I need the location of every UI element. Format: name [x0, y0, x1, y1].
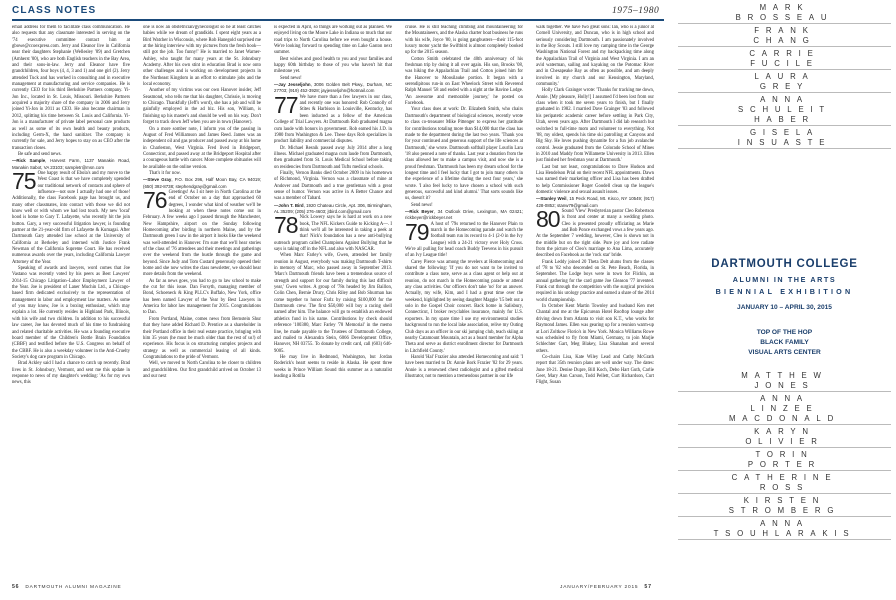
artist-name-text: MARK BROSSEAU	[735, 3, 834, 22]
paragraph: From Portland, Maine, comes news from Bernstein Shur that they have added Richard D. Prentice as a shareholder in their Portland office in their real estate practice, bringing with him 35 years (he must be much older than the rest of us!) of experience. His focus is on structuring complex projects and strategy as well as commercial leasing of all kinds. Congratulations to the pride of Vermont.	[143, 316, 261, 360]
paragraph: Your class dues at work: Dr. Elizabeth Smith, who chairs Dartmouth's department of biological sciences, recently wrote to class co-treasurer Mike Pittenger to express her gratitude for contributions totaling more than $14,000 that the class has made to the department during the last two years. 'Thank you for your continued and generous support of the life sciences at Dartmouth,' she wrote. Dartmouth softball player Lourlin Lara '18 also penned a note of thanks. Last year a donation from the class allowed her to make a campus visit, and now she is a proud freshman. 'Dartmouth has been my dream school for the longest time and I feel lucky that I got to join many others in the experience of a lifetime during the next four years,' she wrote. 'I also feel lucky to have chosen a school with such generous, successful and kind alumni.' That sorts sounds like us, doesn't it?	[405, 107, 523, 202]
paragraph-text: Greetings! As I sit here in North Carolina at the end of October on a day that approached 60 degrees, I wonder what kind of weather we'll be looking at when these notes come out in February. A few weeks ago I passed through the Manchester, New Hampshire, airport on the Sunday following Homecoming after birding in northern Maine, and by the Dartmouth green I saw in the airport it looks like the weekend was well-attended in Hanover. I'm sure that we'll hear stories of the class of '76 attendees and their meetings and gatherings over the weekend from the hustle through the game and beyond. Since Judy and Tom Custard generously opened their home and she now writes the class newsletter, we should hear more details from the weekend.	[143, 189, 261, 278]
year-range: 1975–1980	[612, 6, 660, 16]
correspondent-name: —Stanley Weil	[536, 196, 567, 202]
artist-name-text: KIRSTEN STROMBERG	[728, 496, 841, 515]
artist-name	[678, 72, 891, 93]
paragraph: Carey Pierce was among the revelers at Homecoming and shared the following: 'If you do not want to be invited to contribute a class note, serve as a class agent or help out at reunion, do not march in the Homecoming parade or attend any class activities. Our officers don't take 'no' for an answer. Actually, my wife, Kim, and I had a great time over the weekend, highlighted by seeing daughter Maggie '15 belt out a solo in the Gospel Choir concert. Back home in Salisbury, Connecticut, I broker recyclables insurance, mainly for U.S. exporters. In my spare time I use my environmental studies background to run the local lake association, relive my Outing Club days as an officer in our ski jumping club, teach skiing at nearby Catamount Mountain, act as a board member for Alpha Theta and serve as district enrollment director for Dartmouth in Litchfield County.'	[405, 259, 523, 354]
correspondent-name: —Rick Sample	[12, 158, 46, 164]
artist-name	[678, 26, 891, 47]
class-year-entry	[536, 205, 654, 260]
artist-name-text: ANNA SCHULEIT HABER	[738, 95, 831, 124]
paragraph: Frank Leddy joined 20 Theta Delt alums from the classes of '78 to '82 who descended on St. Pete Beach, Florida, in September. The Lodge boys were in town for Flichin, an annual gathering for the card game Joe Gleason '77 invented. Frank cut through the competition with the surgical precision required in his urology practice and earned a share of the 2014 world championship.	[536, 259, 654, 303]
page-number-left: 56	[12, 584, 20, 590]
paragraph: Last but not least, congratulations to Dave Hudson and Lisa Hendelson Prial on their recent NFL appointments. Dawn was named their marketing officer and Lisa has been drafted to help Commissioner Roger Goodell clean up the league's domestic violence and sexual assault issues.	[536, 164, 654, 195]
paragraph: Holly Clark Grainger wrote: 'Thanks for tracking me down, Annie. [My pleasure, Holly!] I assumed I'd been lost from our class when it took me seven years to finish, but I finally graduated in 1982. I married Dave Grainger '83 and followed his peripatetic academic career before settling in Park City, Utah, seven years ago. After Dartmouth I did lab research but switched to full-time mom and volunteer to everything. Not '08, my oldest, spends his time ski patrolling at Canyons and Big Sky. He loves pushing dynamite for a fun job avalanche control. Jessie graduated from the Colorado School of Mines in 2010 and Maddy from Willamette University in 2013. Ellen just finished her freshman year at Dartmouth.'	[536, 88, 654, 164]
artist-name-text: KARYN OLIVIER	[745, 427, 824, 446]
correspondent-contact: , 34 Outlook Drive, Lexington, MA 02421; rickbeyer@rickbeyer.net	[405, 208, 523, 221]
header-rule	[12, 19, 664, 21]
correspondent-signature	[274, 82, 392, 95]
class-year-numeral: 79	[405, 218, 429, 245]
class-year-entry	[12, 167, 130, 266]
class-year-numeral: 75	[12, 167, 36, 194]
ad-venue-line3: VISUAL ARTS CENTER	[748, 349, 821, 356]
paragraph: Cotton Smith celebrated the 40th anniversary of his freshman trip by doing it all over again. His son, Brooks '08, was hiking the Appalachian Trail and Cotton joined him for the Hanover to Moosilauke portion. It began with a serendipitous run-in on East Wheelock Street with Reverend Ralph Manuel '58 and ended with a night at the Ravine Lodge. 'An awesome and memorable journey,' he posted on Facebook.	[405, 56, 523, 107]
paragraph: is expected in April, so things are working out as planned. We enjoyed living on the Moore Lake in Indiana so much that our road trips to North Carolina before we even bought a house. We're looking forward to spending time on Lake Gaston next summer.	[274, 25, 392, 56]
artist-name-text: ANNA TSOUHLARAKIS	[713, 519, 856, 538]
correspondent-signature	[143, 177, 261, 190]
correspondent-contact: , 1920 Chateau Circle, Apt. 306, Birmingham, AL 35209; (205) 276-4603; jtbird.com@gmail.com	[274, 202, 392, 214]
correspondent-signature	[12, 158, 130, 171]
paragraph: Co-chairs Lisa, Kate Wiley Lead and Cathy McGrath report that 35th reunion plans are well under way. The dates: June 18-21. Denise Dupre, Bill Koch, Debo Hart Guth, Carlie Geer, Mary Ann Carson, Todd Pellett, Curt Richardson, Curt Flight, Susan	[536, 354, 654, 386]
paragraph-text: Nick Lowery says he is hard at work on a new book, The NFL Kickers Guide to Kicking A—. I think we'll all be interested in taking a peek at that! Nick's foundation has a new anti-bullying outreach program called Champions Against Bullying that he says is taking off in the NFL and also with NASCAR.	[274, 215, 392, 253]
text-column-2	[143, 25, 261, 580]
text-column-1	[12, 25, 130, 580]
paragraph-text: A host of '79s returned to the Hanover Plain to march in the Homecoming parade and watch the football team run its record to 4-1 (2-0 in the Ivy League) with a 24-21 victory over Holy Cross. We're all pulling for head coach Buddy Teevens in his pursuit of an Ivy League title!	[405, 221, 523, 259]
footer-publication: DARTMOUTH ALUMNI MAGAZINE	[25, 585, 122, 590]
paragraph: Be safe and send news.	[18, 151, 62, 157]
paragraph: Another of my victims was our own Hanover insider, Jeff Seasmond, who tells me that his daughter, Chrissie, is moving to Chicago. Thankfully (Jeff's word), she has a job and will be gainfully employed in the ad biz. His son, William, is finishing up his master's and should be well on his way. Don't forget to track down Jeff when you are in town (Hanover).	[143, 88, 261, 126]
paragraph: Send news!	[411, 202, 433, 208]
paragraph: That's it for now.	[149, 170, 181, 176]
artist-name-text: FRANK CHANG	[753, 26, 816, 45]
correspondent-signature	[274, 203, 392, 216]
paragraph: He may live in Redmond, Washington, but Jordan Roderick's heart seems to reside in Alaska. He spent three weeks in Prince William Sound this summer as a naturalist leading a Rotilla	[274, 354, 392, 379]
paragraph: Send news!	[280, 75, 302, 81]
paragraph: In October Kent Martin Townley and husband Ken met Chantal and me at the Epicurean Hotel Rooftop lounge after driving down from Atlanta to visit son K.T., who works for Raymond James. Ellen was gearing up for a reunion warm-up at Lori Zoltkow Florio's in New York. Monica Williams Rowe was scheduled to fly from Miami, Germany, to join Marjie Schlechter Gart, Meg Blakey, Lisa Shanahan and several others.	[536, 304, 654, 354]
ad-exhibit-subtitle: BIENNIAL EXHIBITION	[715, 287, 854, 296]
footer-right	[560, 584, 652, 590]
correspondent-contact: , 15 Peck Road, Mt. Kisco, NY 10549; (917) 428-0852; stanw79@gmail.com	[536, 196, 654, 208]
paragraph-text: We have more than a few lawyers in our class, and recently one was honored: Rob Connolly of Stites & Harbison in Louisville, Kentucky, has been inducted as a fellow of the American College of Trial Lawyers. At Dartmouth Rob graduated magna cum laude with honors in government. Rob earned his J.D. in 1980 from Washington & Lee. These days Rob specializes in product liability and commercial disputes.	[274, 94, 392, 145]
class-year-entry	[274, 91, 392, 146]
paragraph: Well, we moved to North Carolina to be closer to children and grandchildren. Our first grandchild arrived on October 13 and our next	[143, 361, 261, 379]
class-year-numeral: 78	[274, 212, 298, 239]
paragraph: Brad Ackley said I had a chance to catch up recently. Brad lives in St. Johnsbury, Vermont, and sent me this update in response to news of my daughter's wedding: 'As for my own news, this	[12, 361, 130, 386]
paragraph: cruise. He is still teaching climbing and mountaineering for the Mountaineers, and the Alaska charter boat business he runs with his wife, Joyce '80, is going gangbusters—their 115-foot luxury motor yacht the Swiftbird is almost completely booked up for the 2015 season.	[405, 25, 523, 56]
paragraph: email address for them to facilitate class communication. He also requests that any classmate interested in serving on the '74 executive committee contact him at gbowe@ccoexpress.com. Jerry and Eleanor live in California near their daughters Stephanie (Wellesley '89) and Gretchen (Amherst '00), who are both English teachers in the Bay Area, and their sons-in-law. Jerry and Eleanor have five grandchildren, four boys (4, 4, 3 and 1) and one girl (2). Jerry attended Tuck and has worked in consulting and in executive management at manufacturing and service companies. He is currently CEO for his third Berkshire Partners company. Yi-Jon Inc., located in St. Louis, Missouri. Berkshire Partners acquired a majority share of the company in 2006 and Jerry joined Yi-Jon in 2011 as CEO. He also became chairman in 2012, splitting his time between St. Louis and California. Yi-Jon is a manufacturer of private label personal care products as well as some of its own health and beauty products, including Germ-X, the hand sanitizer. The company is currently for sale, and Jerry hopes to stay on as CEO after the transaction closes.	[12, 25, 130, 151]
footer-left	[12, 584, 122, 590]
paragraph: one is now an obstetrician/gynecologist so he at least catches babies while we dream of grandkids. I spent eight years as a Bird Watcher in Wisconsin, where Rob Hanegold surprised me at the hiring interview with my pictures from the fresh book—still got the job. Too funny!' He is married to Janet Warner-Ashley, who taught for many years at the St. Johnsbury Academy. After his own stint in education Brad is now onto other challenges and is working on development projects in the Northeast Kingdom in an effort to stimulate jobs and the local economy.	[143, 25, 261, 88]
correspondent-signature	[536, 196, 654, 209]
artist-name	[678, 473, 891, 494]
paragraph: Speaking of awards and lawyers, word comes that Joe Vastano was recently voted by his peers as Best Lawyers' 2014-15 Chicago Litigation–Labor Employment Lawyer of the Year. Joe is president of Laner Muchin Ltd., a Chicago-based firm dedicated exclusively to the representation of management in labor and employment law matters. As some of you may know, Joe is a boxing enthusiast, which may explain a lot. He currently resides in Highland Park, Illinois, with his wife and two children. In addition to his successful law career, Joe has devoted much of his time to fundraising and related charitable activities. He was a founding executive board member of the Children's Bottle Brain Foundation (CBBF) and testified before the U.S. Congress on behalf of the CBBF. He is also a weekday volunteer in the Anti-Cruelty Society's dog care program in Chicago.	[12, 266, 130, 360]
artist-name	[678, 95, 891, 126]
class-year-numeral: 80	[536, 205, 560, 232]
artist-name-text: LAURA GREY	[754, 72, 815, 91]
ad-college-name: DARTMOUTH COLLEGE	[711, 258, 858, 270]
artist-name	[678, 450, 891, 471]
artist-name	[678, 519, 891, 540]
artist-name	[678, 371, 891, 392]
artist-name	[678, 128, 891, 149]
paragraph-text: Sound 'View' Presbyterian pastor Cleo Robertson is front and center at many a wedding photo. Cleo is presented proudly officiating as Marie and Bob Ponce exchanged vows a few years ago. At the September 7 wedding, however, Cleo is shown not in the middle but on the right side. Pure joy and love radiate from the picture of Cleo's marriage to Ana Lima, accurately described on Facebook as the 'rock star' bride.	[536, 208, 654, 259]
class-year-entry	[143, 186, 261, 279]
artist-name-text: CATHERINE ROSS	[731, 473, 838, 492]
paragraph: On a more somber note, I inform you of the passing in August of Fred Williamson and James Reed. James was an independent oil and gas producer and passed away at his home in Charleston, West Virginia. Fred lived in Bridgeport, Connecticut, and passed away at the Bridgeport Hospital after a courageous battle with cancer. More complete obituaries will be available on the online version.	[143, 126, 261, 170]
artist-name-text: MATTHEW JONES	[741, 371, 828, 390]
artist-name	[678, 49, 891, 70]
paragraph: As far as news goes, you had to go to law school to make the cut for this issue. Dan Forsyth, managing member of Bond, Schoeneck & King PLLC's Buffalo, New York, office has been named Lawyer of the Year by Best Lawyers in America for labor law management for 2015. Congratulations to Dan.	[143, 278, 261, 316]
artist-name	[678, 496, 891, 517]
paragraph: Best wishes and good health to you and your families and happy 60th birthday to those of you who haven't hit that milestone yet.	[274, 56, 392, 75]
text-column-4	[405, 25, 523, 580]
ad-venue-line1: TOP OF THE HOP	[756, 329, 813, 336]
page-number-right: 57	[644, 584, 652, 590]
text-column-3	[274, 25, 392, 580]
correspondent-contact: , Harvest Farm, 1137 Manakin Road, Manakin Sabot, VA 23103; sampletr@msn.com	[12, 158, 130, 170]
artist-name-text: ANNA LINZEE MACDONALD	[728, 394, 841, 423]
correspondent-signature	[405, 209, 523, 222]
paragraph-text: One happy result of Ebola's and my move to the West Coast is that we have completely upended our traditional network of contacts and sphere of influence—not sure I actually had one of those! Additionally, the class Facebook page has brought us, and many other classmates, into contact with those we did not know well or with whom we had lost touch. My new 'local' hood is home to Gary T. Lafayette, who recently hit the join button. Gary, a very successful litigation lawyer, is founding partner at the 21-year-old firm of Lafayette & Kumagai. After Dartmouth Gary attended law school at the University of California at Berkeley and interned with Justice Frank Newman of the California Supreme Court. He has received numerous awards over the years, including California Lawyer Attorney of the Year.	[12, 170, 130, 265]
artist-name	[678, 427, 891, 448]
paragraph: walk together. We have two great sons: Ian, who is a junior at Cornell University, and Duncan, who is in high school and seriously considering Dartmouth. I am passionately involved in the Boy Scouts. I still love my camping time in the George Washington National Forest and my backpacking time along the Appalachian Trail of Virginia and West Virginia. I am an avid waterman, sailing and kayaking on the Potomac River and in Chesapeake Bay as often as possible, and am deeply involved in my church and our Kensington, Maryland, community.'	[536, 25, 654, 88]
text-column-5	[536, 25, 654, 580]
paragraph: Harold 'Hal' Frazier also attended Homecoming and said: 'I have been married to Dr. Annie Bork Frazier '82 for 29 years. Annie is a renowned chest radiologist and a gifted medical illustrator, not to mention a tremendous partner in our life	[405, 354, 523, 379]
paragraph: When Marc Farley's wife, Gwen, attended her family reunion in August, everybody was making Dartmouth T-shirts in memory of Marc, who passed away in September 2013. 'Marc's Dartmouth friends have been a tremendous source of strength and support for our family during this last difficult year,' Gwen writes. A group of '78s headed by Jim Baillon, Colin Chen, Bernie Drury, Chris Riley and Bob Shurman has come together to honor Farlz by raising $100,000 for the Dartmouth crew. The first $50,000 will buy a racing shell named after him. The balance will go to establish an endowed athletics fund in his name. Contributions by check should reference '100380, Marc Farley '78 Memorial' in the memo line, be made payable to the Trustees of Dartmouth College, and mailed to Alexandra Stein, 6066 Development Office, Hanover, NH 03755. To donate by credit card, call (603) 646-9005.	[274, 253, 392, 354]
artist-name-text: GISELA INSUASTE	[737, 128, 832, 147]
correspondent-name: —Rick Beyer	[405, 208, 434, 214]
artist-name-text: CARRIE FUCILE	[749, 49, 820, 68]
correspondent-name: —Steve Gray	[143, 177, 172, 183]
ad-venue-line2: BLACK FAMILY	[760, 339, 809, 346]
correspondent-contact: , P.O. Box 296, Half Moon Bay, CA 94019; (650) 392-8738; stephendgray@gmail.com	[143, 177, 261, 189]
artist-name-text: TORIN PORTER	[747, 450, 822, 469]
footer-issue-date: JANUARY/FEBRUARY 2015	[560, 585, 639, 590]
ad-exhibit-title: ALUMNI IN THE ARTS	[732, 275, 837, 284]
correspondent-contact: , 3006 Golden Belt Pkwy., Durham, NC 27703; (919) 452-3928; jayjesseljohn@hotmail.com	[274, 82, 392, 94]
artist-name	[678, 3, 891, 24]
class-year-entry	[405, 218, 523, 260]
class-year-numeral: 77	[274, 91, 298, 118]
artist-name	[678, 394, 891, 425]
correspondent-name: —John T. Bird	[274, 202, 304, 208]
paragraph: Dr. Michael Resnik passed away July 2014 after a long illness. Michael graduated magna cum laude from Dartmouth, then graduated from St. Louis Medical School before taking on residencies from Dartmouth and Tufts medical schools.	[274, 145, 392, 170]
correspondent-name: —Jay Jesseljohn	[274, 82, 311, 88]
class-year-entry	[274, 212, 392, 253]
section-title: CLASS NOTES	[12, 5, 97, 16]
class-year-numeral: 76	[143, 186, 167, 213]
paragraph: Finally, Vernon Banks died October 2009 in his hometown of Richmond, Virginia. Vernon was a classmate of mine at Andover and Dartmouth and a true gentleman with a great sense of humor. Vernon was active in A Better Chance and was a member of Tabard.	[274, 170, 392, 202]
ad-dates: JANUARY 10 – APRIL 30, 2015	[737, 304, 832, 311]
